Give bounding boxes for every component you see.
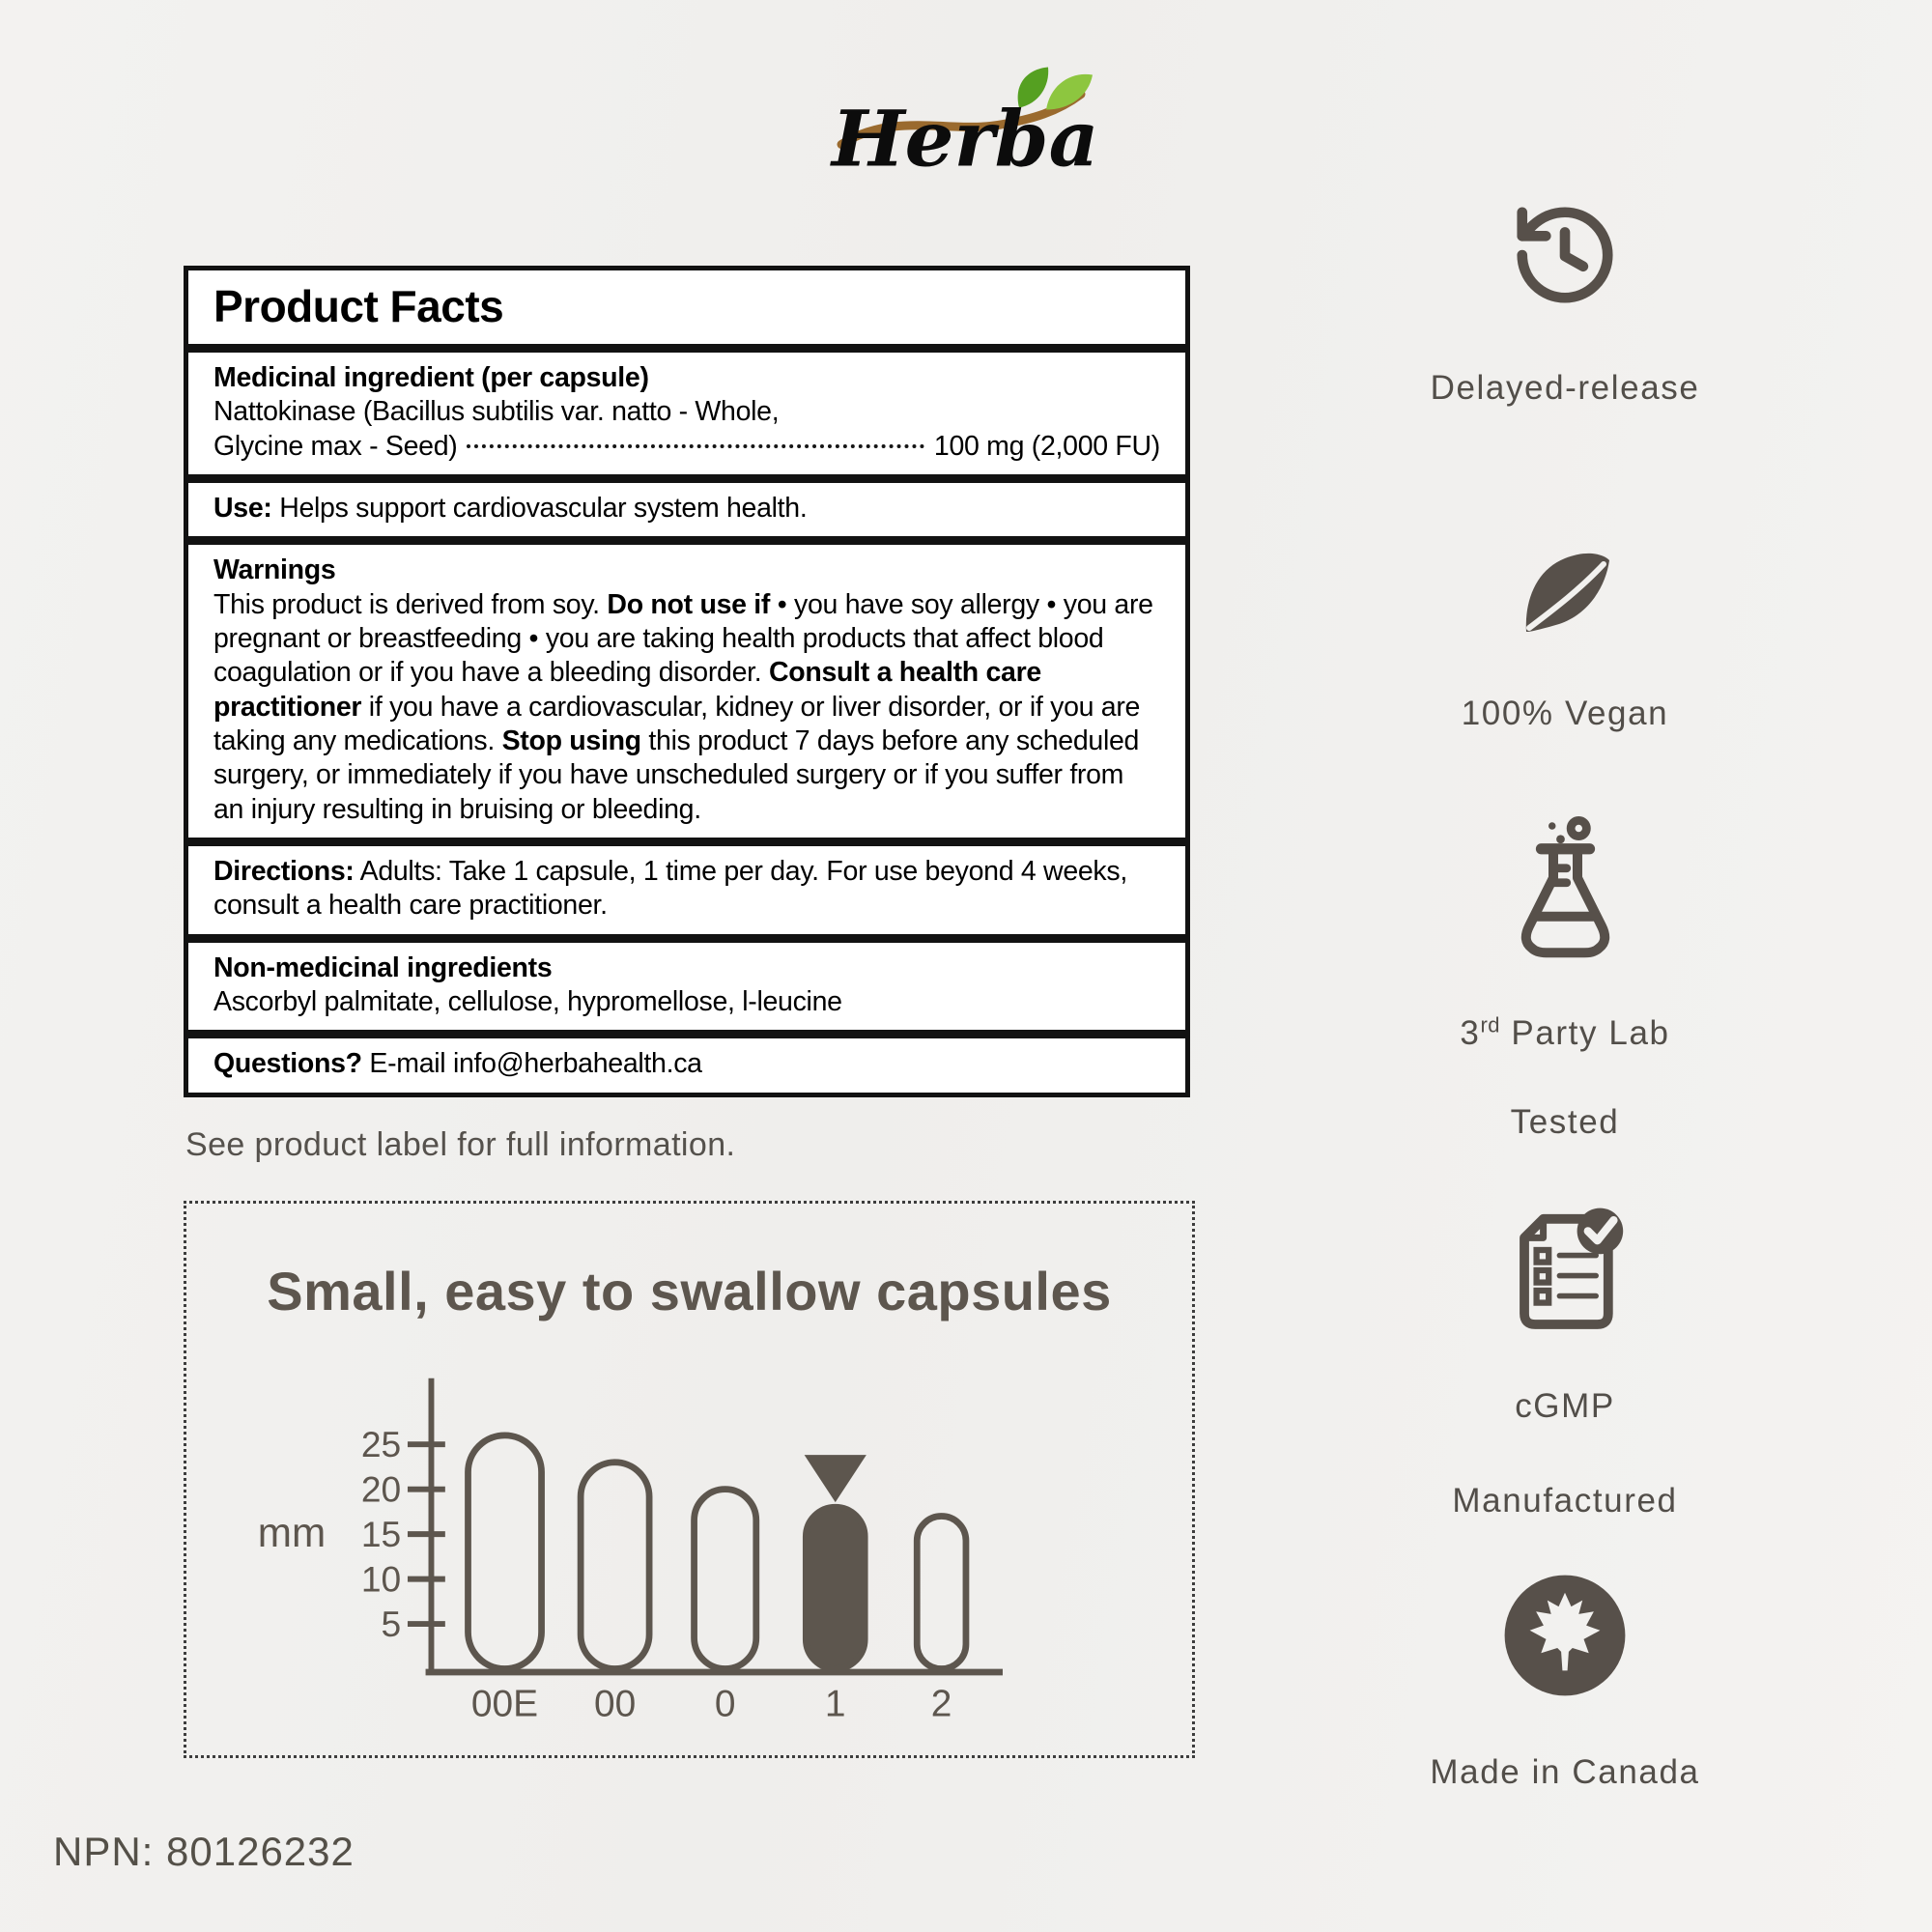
svg-text:00E: 00E (470, 1683, 539, 1725)
svg-text:2: 2 (930, 1683, 952, 1725)
panel-title: Product Facts (213, 281, 504, 331)
warnings-run: this product 7 days before any scheduled surgery, or immediately if you have unscheduled surgery or if you suffer from an injury resulting in bruising or bleeding. (213, 724, 1140, 825)
svg-text:00: 00 (593, 1683, 637, 1725)
warnings-run-bold: Consult a health care practitioner (213, 657, 1041, 723)
dot-leader (467, 444, 923, 448)
badge-label: Made in Canada (1430, 1753, 1700, 1791)
svg-text:0: 0 (714, 1683, 736, 1725)
svg-text:25: 25 (360, 1423, 402, 1464)
medicinal-line1: Nattokinase (Bacillus subtilis var. natto - Whole, (213, 396, 780, 428)
warnings-run: if you have a cardiovascular, kidney or liver disorder, or if you are taking any medications. (213, 691, 1141, 756)
use-section (188, 474, 1185, 536)
directions-section (188, 838, 1185, 934)
warnings-run: • you have soy allergy • you are pregnant or breastfeeding • you are taking health products that affect blood coagulation or if you have a bleeding disorder. (213, 588, 1153, 689)
svg-text:1: 1 (824, 1683, 846, 1725)
questions-section (188, 1030, 1185, 1092)
badge-cgmp (1338, 1203, 1792, 1528)
npn-number: NPN: 80126232 (53, 1829, 355, 1874)
ingredient-name: Glycine max - Seed) (213, 430, 458, 462)
warnings-run-bold: Do not use if (607, 588, 771, 620)
badge-label: 100% Vegan (1461, 695, 1669, 732)
non-medicinal-heading: Non-medicinal ingredients (213, 952, 553, 983)
svg-text:5: 5 (381, 1603, 402, 1644)
logo-wordmark: Herba (832, 93, 1099, 180)
questions-label: Questions? (213, 1048, 362, 1080)
non-medicinal-text: Ascorbyl palmitate, cellulose, hypromellose, l-leucine (213, 985, 842, 1017)
svg-text:10: 10 (360, 1558, 402, 1600)
medicinal-heading: Medicinal ingredient (per capsule) (213, 362, 649, 393)
maple-leaf-circle-icon (1502, 1573, 1628, 1698)
badge-delayed-release (1338, 198, 1792, 414)
badge-vegan (1338, 543, 1792, 740)
medicinal-ingredient-section (188, 344, 1185, 474)
badge-lab-tested (1338, 816, 1792, 1150)
history-clock-icon (1508, 198, 1622, 312)
badge-rest: Party Lab (1500, 1014, 1670, 1052)
herba-logo (826, 66, 1106, 180)
warnings-text (213, 588, 1160, 827)
lab-flask-icon (1505, 816, 1626, 971)
medicinal-line2 (213, 430, 1160, 464)
product-facts-panel (184, 266, 1190, 1097)
warnings-run: This product is derived from soy. (213, 588, 608, 620)
capsule-size-box (184, 1201, 1195, 1758)
svg-text:mm: mm (257, 1509, 327, 1555)
checklist-clipboard-icon (1497, 1203, 1633, 1338)
capsule-box-title: Small, easy to swallow capsules (267, 1261, 1112, 1321)
use-label: Use: (213, 492, 272, 524)
ingredient-amount: 100 mg (2,000 FU) (933, 430, 1160, 462)
badge-label-line2: Manufactured (1452, 1482, 1678, 1520)
warnings-run-bold: Stop using (501, 724, 641, 756)
svg-text:20: 20 (360, 1468, 402, 1510)
leaf-icon (1517, 543, 1613, 639)
badge-num: 3 (1460, 1014, 1481, 1052)
directions-label: Directions: (213, 855, 355, 887)
capsule-size-chart (223, 1308, 1039, 1741)
badge-made-in-canada (1338, 1573, 1792, 1799)
non-medicinal-section (188, 934, 1185, 1031)
use-text: Helps support cardiovascular system health. (271, 492, 808, 524)
questions-text: E-mail info@herbahealth.ca (361, 1048, 702, 1080)
directions-text: Adults: Take 1 capsule, 1 time per day. For use beyond 4 weeks, consult a health care practitioner. (213, 855, 1127, 922)
badge-label-line1 (1338, 1008, 1792, 1060)
svg-text:15: 15 (360, 1513, 402, 1554)
warnings-heading: Warnings (213, 554, 336, 586)
see-label-note: See product label for full information. (185, 1126, 736, 1163)
warnings-section (188, 536, 1185, 838)
badge-label-line2: Tested (1510, 1103, 1620, 1142)
badge-label-line1: cGMP (1515, 1387, 1615, 1425)
badge-label: Delayed-release (1430, 369, 1700, 407)
badge-sup: rd (1480, 1012, 1501, 1037)
